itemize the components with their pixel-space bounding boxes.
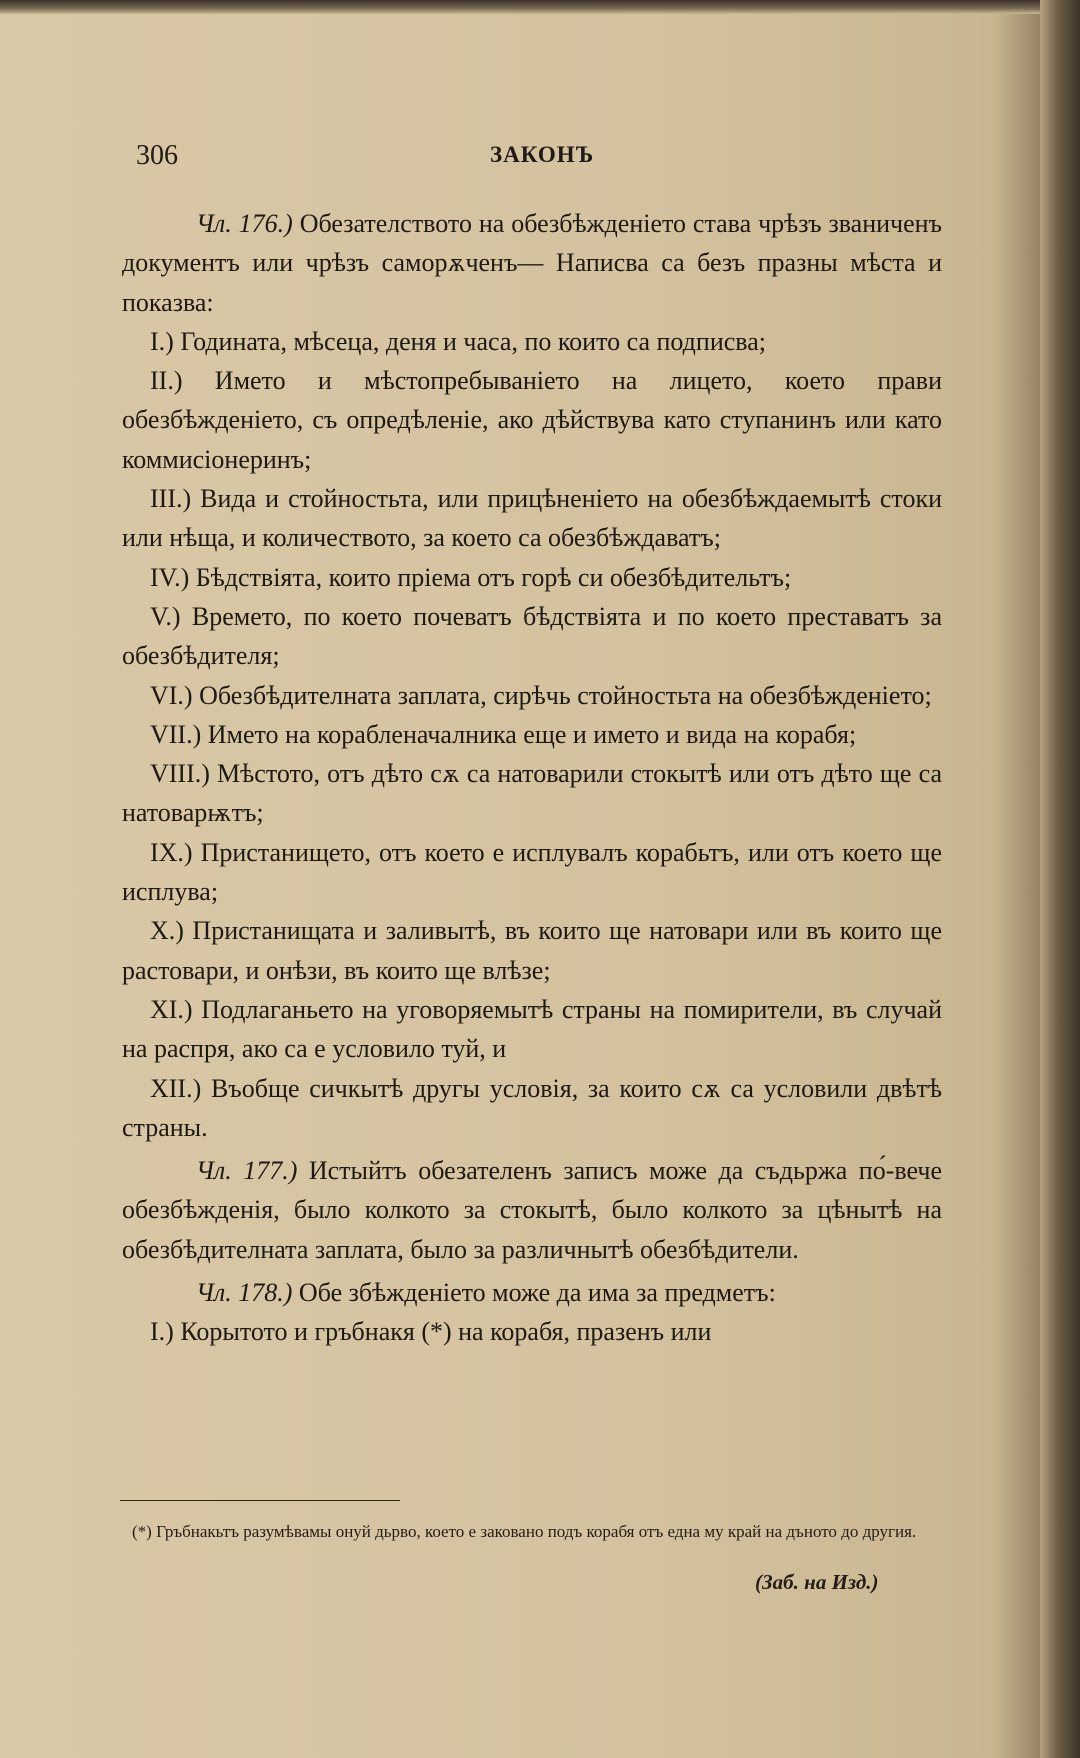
book-spine (1040, 0, 1080, 1758)
list-item: XII.) Въобще сичкытѣ другы условія, за които сѫ са условили двѣтѣ страны. (122, 1073, 942, 1142)
page-number: 306 (136, 140, 178, 171)
footnote-credit: (Заб. на Изд.) (755, 1570, 879, 1594)
running-head (0, 140, 1080, 180)
body-text (122, 204, 942, 1352)
article-number: Чл. 176.) (196, 209, 293, 238)
list-item: II.) Името и мѣстопребываніето на лицето, което прави обезбѣжденіето, съ опредѣленіе, ако дѣйствува като ступанинъ или като коммисіонеринъ; (122, 366, 942, 474)
article-176: Чл. 176.) Обезателството на обезбѣжденіето става чрѣзъ званиченъ документъ или чрѣзъ саморѫченъ— Написва са безъ празны мѣста и показва: (122, 209, 942, 317)
list-item: III.) Вида и стойностьта, или прицѣненіето на обезбѣждаемытѣ стоки или нѣща, и количеството, за което са обезбѣждаватъ; (122, 484, 942, 553)
article-number: Чл. 178.) (196, 1278, 293, 1308)
footnote-rule (120, 1500, 400, 1501)
page-top-edge (0, 0, 1080, 14)
article-number: Чл. 177.) (196, 1156, 298, 1186)
list-item: V.) Времето, по което почеватъ бѣдствіята и по което преставатъ за обезбѣдителя; (122, 601, 942, 671)
list-item: IX.) Пристанището, отъ което е исплувалъ корабьтъ, или отъ което ще исплува; (122, 837, 942, 907)
article-177: Чл. 177.) Истыйтъ обезателенъ записъ може да съдьржа по́-вече обезбѣжденія, было колкото за стокытѣ, было колкото за цѣнытѣ на обезбѣдителната заплата, было за различнытѣ обезбѣдители. (122, 1156, 942, 1264)
list-item: X.) Пристанищата и заливытѣ, въ които ще натовари или въ които ще растовари, и онѣзи, въ които ще влѣзе; (122, 916, 942, 985)
footnote (122, 1518, 942, 1546)
list-item: XI.) Подлаганьето на уговоряемытѣ страны на помирители, въ случай на распря, ако са е условило туй, и (122, 994, 942, 1064)
list-item: I.) Годината, мѣсеца, деня и часа, по които са подписва; (150, 326, 766, 356)
article-178: Чл. 178.) Обе збѣжденіето може да има за предметъ: (196, 1278, 776, 1308)
list-item: VII.) Името на корабленачалника еще и името и вида на корабя; (150, 719, 857, 749)
running-title: ЗАКОНЪ (490, 142, 595, 167)
list-item: IV.) Бѣдствіята, които пріема отъ горѣ си обезбѣдительтъ; (150, 562, 792, 592)
list-item: VI.) Обезбѣдителната заплата, сирѣчь стойностьта на обезбѣжденіето; (150, 680, 932, 710)
footnote-text: (*) Гръбнакьтъ разумѣвамы онуй дьрво, което е заковано подъ корабя отъ една му край на дъното до другия. (132, 1522, 917, 1541)
list-item: I.) Корытото и гръбнакя (*) на корабя, празенъ или (150, 1317, 712, 1347)
list-item: VIII.) Мѣстото, отъ дѣто сѫ са натоварили стокытѣ или отъ дѣто ще са натоварѭтъ; (122, 759, 942, 828)
